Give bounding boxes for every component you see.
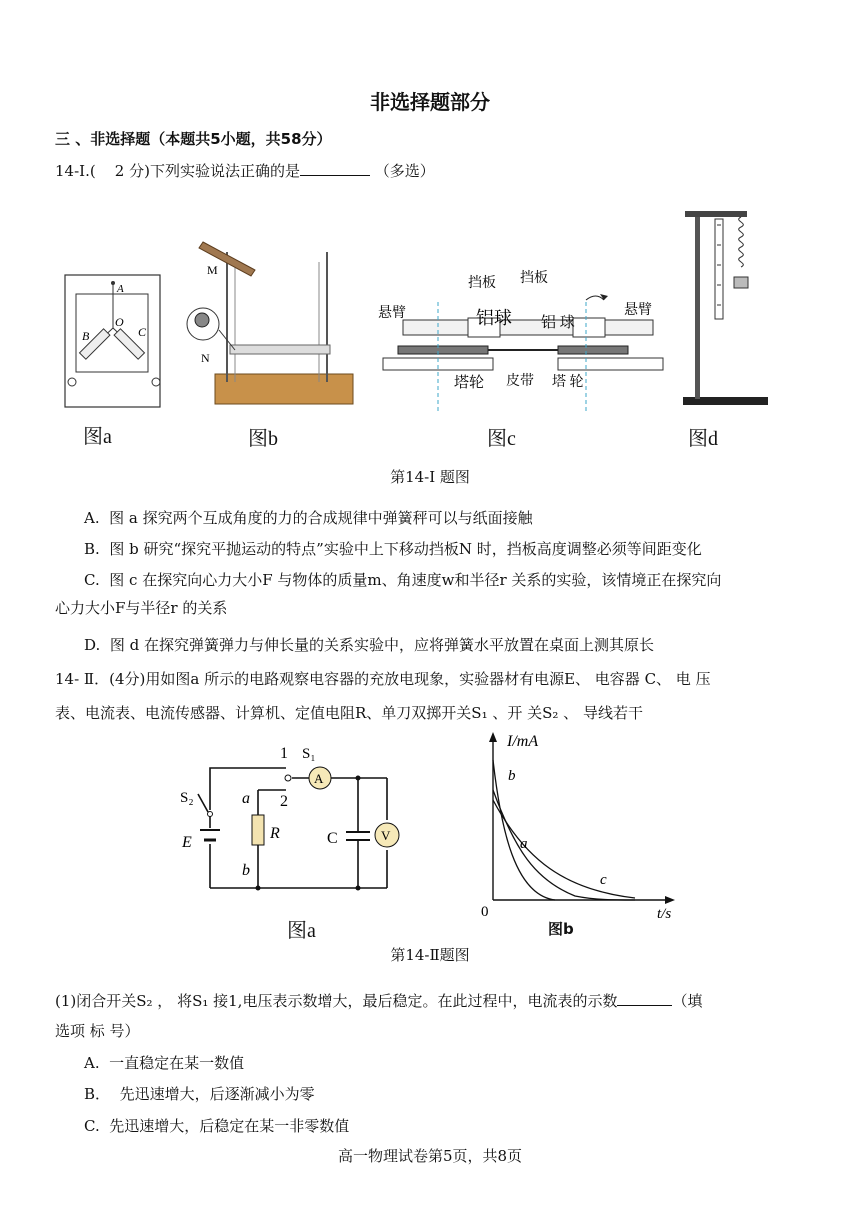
figc-baffle-2: 挡板 [520,271,548,286]
graph-x-label: t/s [657,906,672,920]
figure-d-spring-stand [675,205,775,415]
voltmeter-symbol: V [381,828,391,843]
circuit-label-b: b [242,862,250,879]
question-14-2-intro-2: 表、电流表、电流传感器、计算机、定值电阻R、单刀双掷开关S₁ 、开 关S₂ 、 导线若干 [55,704,643,722]
answer-blank[interactable] [300,161,370,176]
figc-arm-left: 悬臂 [378,306,406,321]
circuit-label-s1: S₁ [302,746,316,762]
graph-y-label: I/mA [507,733,539,750]
figa-label-A: A [117,283,124,295]
graph-curve-c: c [600,872,607,888]
circuit-label-e: E [182,834,192,851]
figure-circuit-label: 图a [287,920,316,942]
q14-1-prefix: 14-I.( [55,162,96,180]
figure-c-label: 图c [487,428,516,450]
option-14-1-b[interactable]: B. 图 b 研究“探究平抛运动的特点”实验中上下移动挡板N 时，挡板高度调整必须等间距变化 [84,540,702,558]
graph-curve-a: a [520,836,528,852]
circuit-label-2: 2 [280,793,288,810]
circuit-label-a: a [242,790,250,807]
q14-1-suffix: （多选） [374,162,435,180]
page-footer: 高一物理试卷第5页，共8页 [337,1147,523,1165]
figc-baffle-1: 挡板 [468,276,496,291]
question-14-1-stem [55,160,435,182]
figb-label-M: M [207,263,218,277]
figc-tower-left: 塔轮 [454,375,485,391]
figure-b-label: 图b [248,428,278,450]
circuit-label-r: R [270,825,280,842]
figa-label-O: O [115,315,124,329]
circuit-label-c: C [327,830,338,847]
page-title: 非选择题部分 [370,90,490,114]
graph-origin: 0 [481,904,489,920]
figc-arm-right: 悬臂 [624,303,652,318]
figure-d-label: 图d [688,428,718,450]
question-14-2-intro-1: 14- Ⅱ．(4分)用如图a 所示的电路观察电容器的充放电现象，实验器材有电源E、 电容器 C、 电 压 [55,670,711,688]
question-14-2-sub1: (1)闭合开关S₂ ， 将S₁ 接1,电压表示数增大，最后稳定。在此过程中，电流表的示数 （填 [55,992,703,1010]
figc-tower-right: 塔 轮 [552,375,584,390]
figure-current-time-graph [475,730,680,920]
figa-label-B: B [82,329,90,343]
section-heading: 三 、非选择题（本题共5小题，共58分） [55,130,332,148]
figc-ball-1: 铝球 [476,308,512,328]
ammeter-symbol: A [314,771,324,786]
option-14-1-c-continued: 心力大小F与半径r 的关系 [55,599,228,617]
option-14-2-a[interactable]: A. 一直稳定在某一数值 [84,1054,245,1072]
option-14-1-d[interactable]: D. 图 d 在探究弹簧弹力与伸长量的关系实验中，应将弹簧水平放置在桌面上测其原长 [84,636,654,654]
option-14-2-b[interactable]: B． 先迅速增大，后逐渐减小为零 [84,1085,315,1103]
figb-label-N: N [201,351,210,365]
circuit-label-1: 1 [280,745,288,762]
answer-blank-14-2[interactable] [617,991,672,1006]
option-14-1-a[interactable]: A. 图 a 探究两个互成角度的力的合成规律中弹簧秤可以与纸面接触 [84,509,533,527]
figure-b-projectile-apparatus [175,232,355,412]
figure-caption-14-1: 第14-I 题图 [390,468,470,486]
figure-circuit-diagram [172,740,417,900]
option-14-2-c[interactable]: C. 先迅速增大，后稳定在某一非零数值 [84,1117,350,1135]
option-14-1-c[interactable]: C. 图 c 在探究向心力大小F 与物体的质量m、角速度w和半径r 关系的实验，该情境正在探究向 [84,571,722,589]
figure-a-label: 图a [83,426,112,448]
figa-label-C: C [138,325,147,339]
figc-belt: 皮带 [506,374,534,389]
figure-c-centripetal-apparatus [378,262,668,412]
figure-graph-label: 图b [548,920,574,938]
figure-caption-14-2: 第14-Ⅱ题图 [390,946,470,964]
circuit-label-s2: S₂ [180,790,194,806]
question-14-2-sub1-line2: 选项 标 号） [55,1022,140,1040]
figure-a-force-board [60,270,165,410]
graph-curve-b: b [508,768,516,784]
q14-1-points: 2 分)下列实验说法正确的是 [114,162,300,180]
figc-ball-2: 铝 球 [541,315,575,331]
